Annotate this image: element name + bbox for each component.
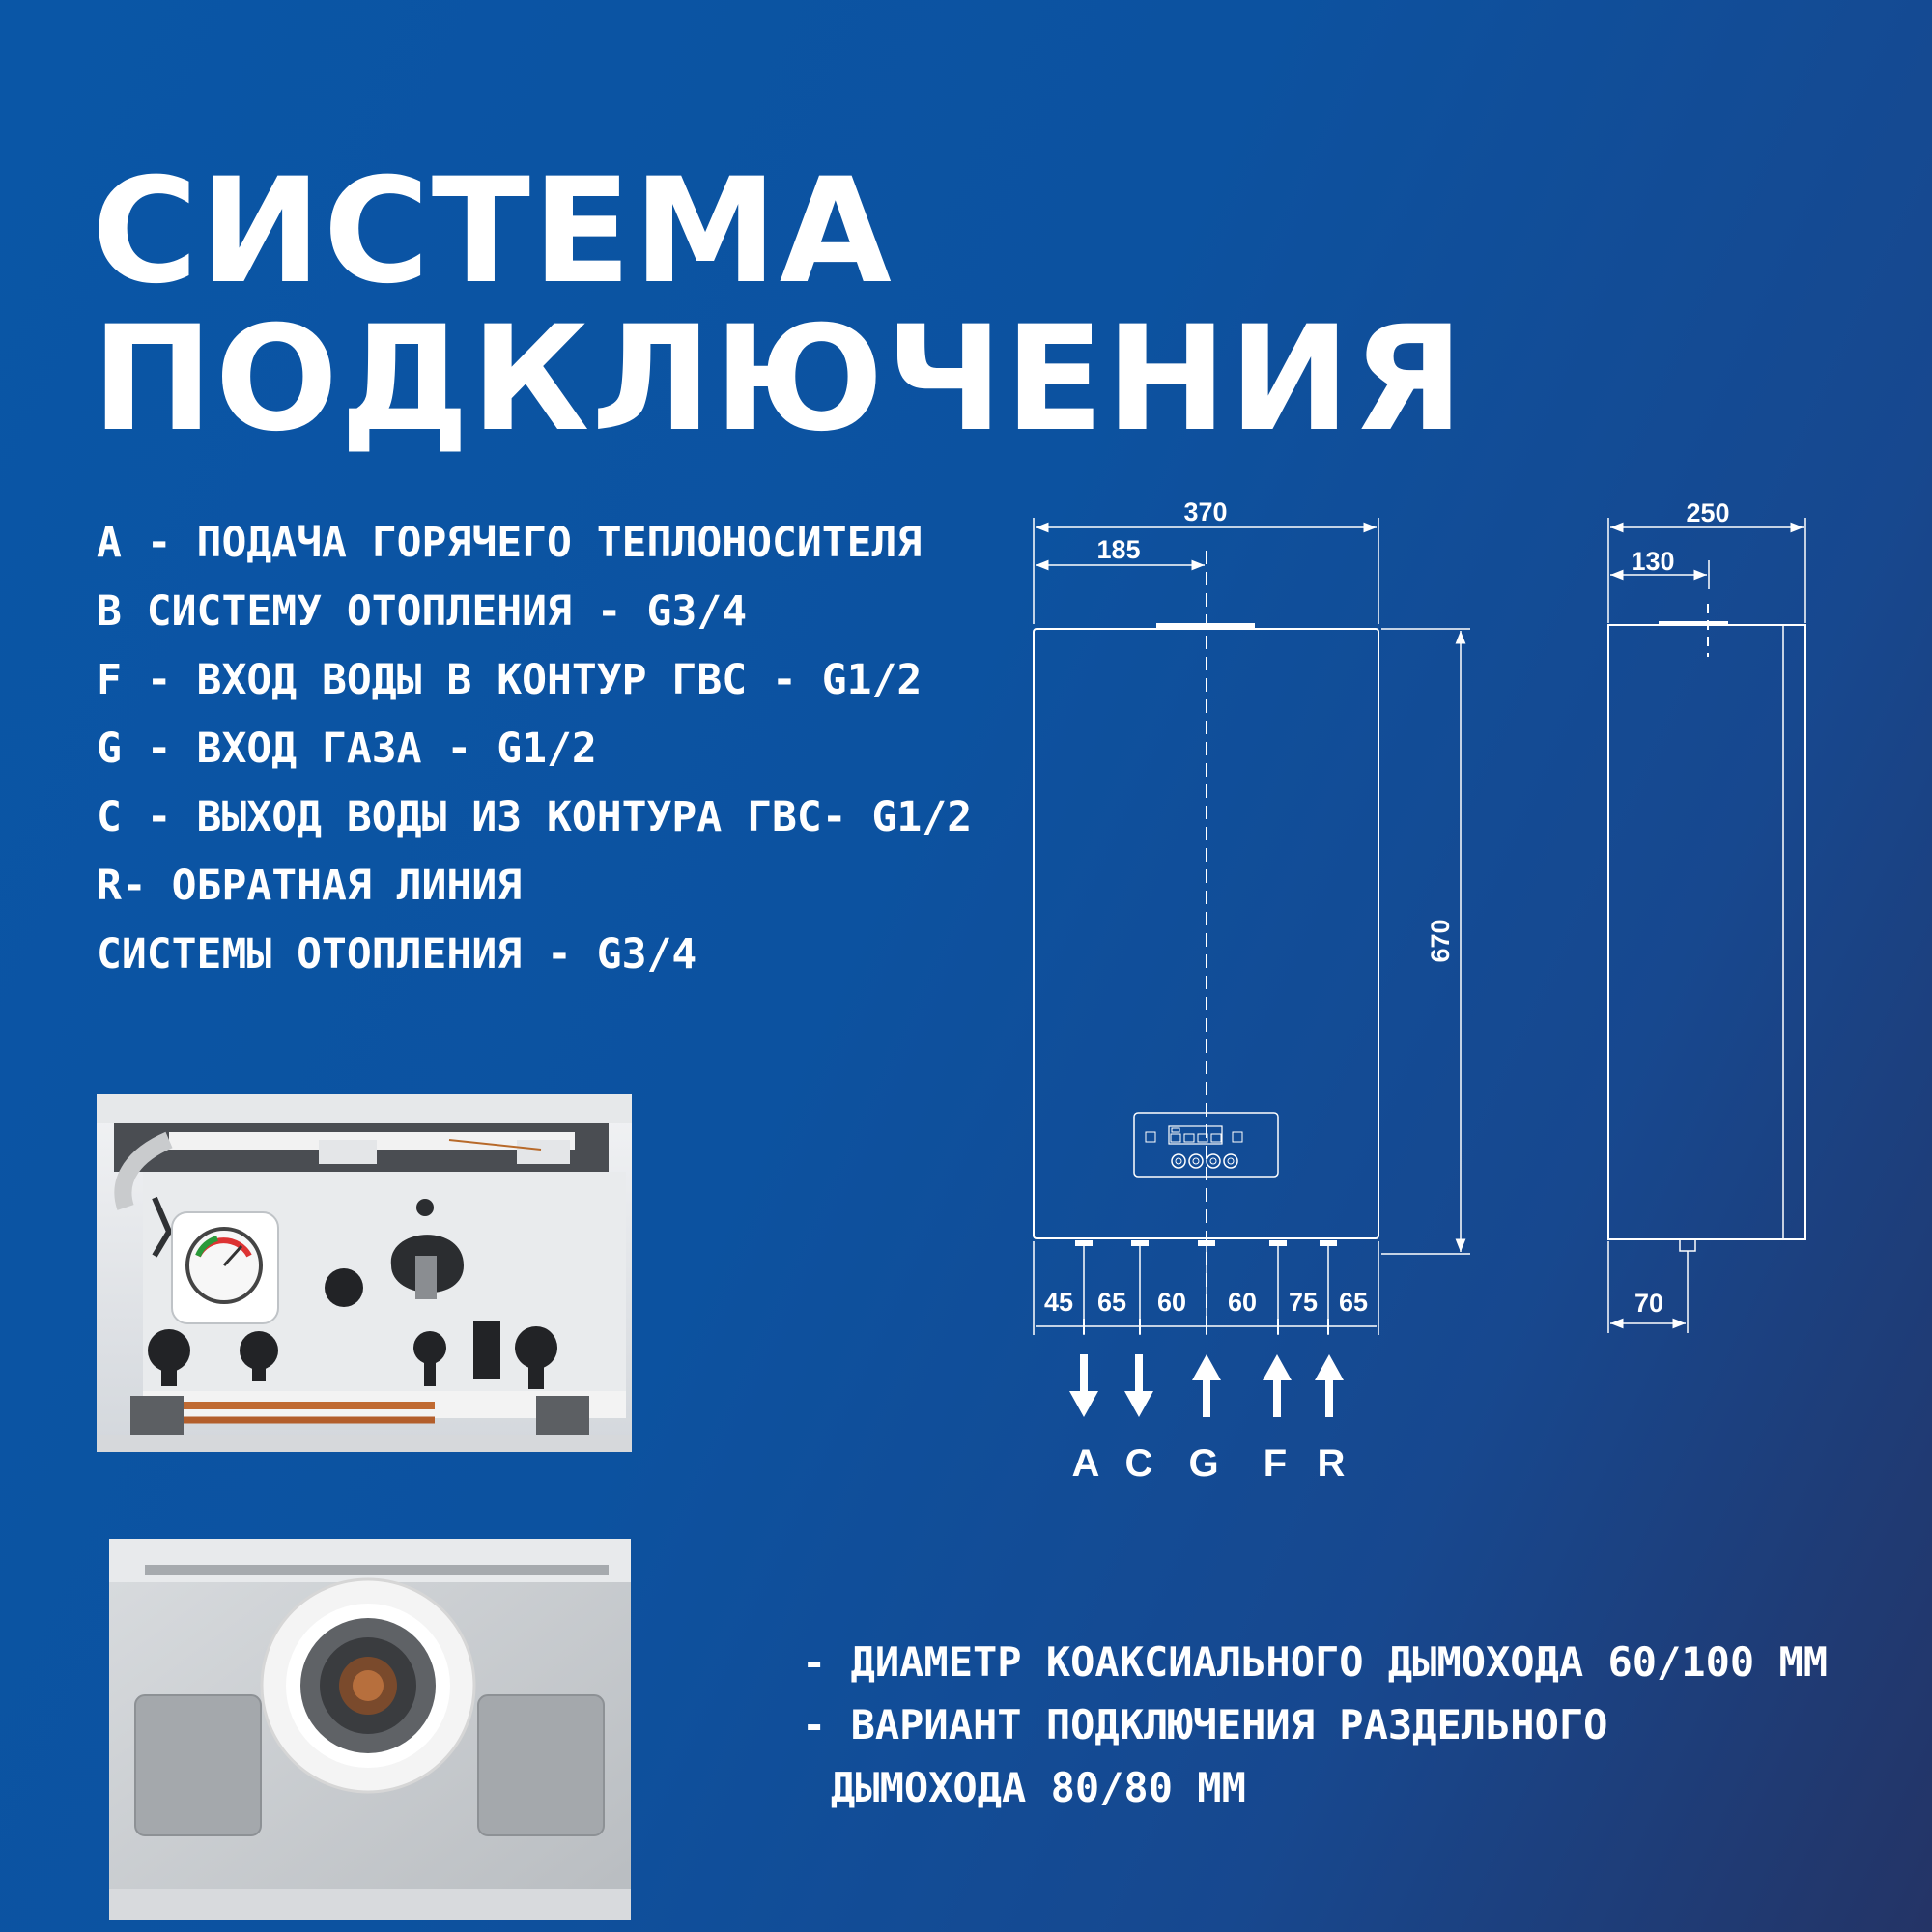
valve-r: [515, 1326, 557, 1369]
dim-width: 370: [1183, 497, 1228, 526]
valve-g: [413, 1331, 446, 1364]
spacing-6: 65: [1338, 1288, 1369, 1317]
fitting-a: [1075, 1240, 1093, 1246]
boiler-connections-photo: [97, 1094, 632, 1452]
side-view: [1608, 518, 1805, 1333]
note-separate-flue-cont: ДЫМОХОДА 80/80 ММ: [831, 1764, 1246, 1811]
spacing-1: 45: [1043, 1288, 1074, 1317]
arrow-a-down-icon: [1069, 1354, 1098, 1417]
spec-line-g: G - ВХОД ГАЗА - G1/2: [97, 724, 597, 773]
spacing-2: 65: [1096, 1288, 1127, 1317]
dim-half-width: 185: [1096, 535, 1141, 564]
spec-line-f: F - ВХОД ВОДЫ В КОНТУР ГВС - G1/2: [97, 656, 923, 704]
connection-label-c: C: [1124, 1442, 1153, 1485]
panel-knob-1: [1172, 1154, 1185, 1168]
spec-line-r-cont: СИСТЕМЫ ОТОПЛЕНИЯ - G3/4: [97, 930, 697, 979]
dim-bottom-offset: 70: [1634, 1289, 1664, 1318]
dim-offset: 130: [1631, 547, 1675, 576]
spec-line-c: C - ВЫХОД ВОДЫ ИЗ КОНТУРА ГВС- G1/2: [97, 793, 973, 841]
spec-line-r: R- ОБРАТНАЯ ЛИНИЯ: [97, 862, 523, 910]
connection-label-g: G: [1188, 1442, 1219, 1485]
connection-label-a: A: [1071, 1442, 1100, 1485]
arrow-r-up-icon: [1315, 1354, 1344, 1417]
panel-knob-3: [1207, 1154, 1220, 1168]
fitting-r: [1320, 1240, 1337, 1246]
connection-label-r: R: [1317, 1442, 1346, 1485]
spacing-4: 60: [1227, 1288, 1258, 1317]
note-separate-flue: - ВАРИАНТ ПОДКЛЮЧЕНИЯ РАЗДЕЛЬНОГО: [802, 1701, 1608, 1748]
note-coaxial-flue: - ДИАМЕТР КОАКСИАЛЬНОГО ДЫМОХОДА 60/100 ММ: [802, 1638, 1829, 1686]
fitting-g: [1198, 1240, 1215, 1246]
arrow-g-up-icon: [1192, 1354, 1221, 1417]
flue-notes: [802, 1631, 1828, 1819]
title-line-2: ПОДКЛЮЧЕНИЯ: [92, 296, 1466, 464]
panel-knob-2: [1189, 1154, 1203, 1168]
panel-knob-4: [1224, 1154, 1237, 1168]
fitting-c: [1131, 1240, 1149, 1246]
flow-arrows: [1069, 1354, 1344, 1417]
boiler-flue-photo: [109, 1539, 631, 1920]
front-view: [1034, 518, 1470, 1335]
arrow-c-down-icon: [1124, 1354, 1153, 1417]
connection-label-f: F: [1263, 1442, 1288, 1485]
dim-depth: 250: [1686, 498, 1730, 527]
spec-line-a-cont: В СИСТЕМУ ОТОПЛЕНИЯ - G3/4: [97, 587, 748, 636]
dim-height: 670: [1426, 919, 1455, 963]
valve-a: [148, 1329, 190, 1372]
fitting-f: [1269, 1240, 1287, 1246]
valve-top-1: [325, 1268, 363, 1307]
spec-line-a: A - ПОДАЧА ГОРЯЧЕГО ТЕПЛОНОСИТЕЛЯ: [97, 519, 923, 567]
side-body-outline: [1608, 625, 1805, 1239]
spacing-3: 60: [1156, 1288, 1187, 1317]
side-bottom-fitting: [1680, 1239, 1695, 1251]
spacing-5: 75: [1288, 1288, 1319, 1317]
title-line-1: СИСТЕМА: [92, 148, 894, 316]
arrow-f-up-icon: [1263, 1354, 1292, 1417]
